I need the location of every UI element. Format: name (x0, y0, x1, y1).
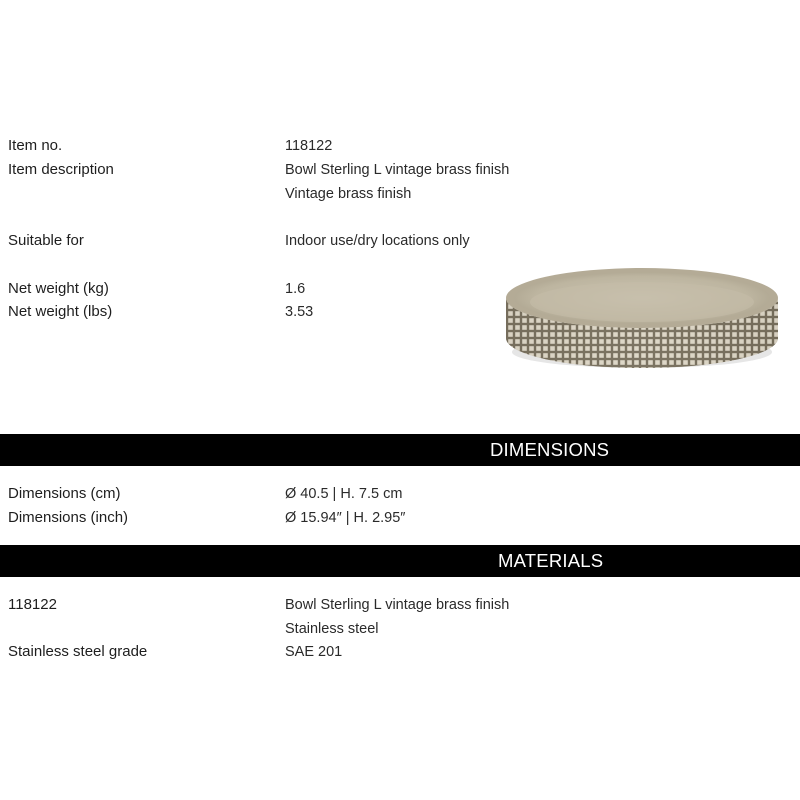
dimensions-header (0, 434, 800, 466)
item-description-label: Item description (8, 161, 114, 178)
suitable-for-row (0, 229, 800, 253)
dimensions-cm-row (0, 482, 800, 506)
materials-item-row-2 (0, 617, 800, 641)
suitable-for-label: Suitable for (8, 232, 84, 249)
dimensions-title: DIMENSIONS (490, 439, 610, 460)
materials-item-row (0, 593, 800, 617)
materials-title: MATERIALS (498, 550, 604, 571)
suitable-for-value: Indoor use/dry locations only (285, 233, 470, 249)
item-no-value: 118122 (285, 138, 333, 154)
net-weight-kg-value: 1.6 (285, 281, 306, 297)
item-description-finish: Vintage brass finish (285, 186, 412, 202)
materials-item-steel: Stainless steel (285, 621, 379, 637)
item-no-label: Item no. (8, 137, 63, 154)
steel-grade-value: SAE 201 (285, 644, 343, 660)
steel-grade-label: Stainless steel grade (8, 643, 148, 660)
steel-grade-row (0, 640, 800, 664)
dimensions-inch-label: Dimensions (inch) (8, 509, 129, 526)
dimensions-inch-value: Ø 15.94″ | H. 2.95″ (285, 510, 406, 526)
item-description-row (0, 158, 800, 182)
item-description-row-2 (0, 182, 800, 206)
dimensions-cm-label: Dimensions (cm) (8, 485, 121, 502)
materials-item-label: 118122 (8, 596, 57, 613)
net-weight-lbs-label: Net weight (lbs) (8, 303, 113, 320)
net-weight-kg-label: Net weight (kg) (8, 280, 109, 297)
net-weight-lbs-value: 3.53 (285, 304, 314, 320)
materials-item-value: Bowl Sterling L vintage brass finish (285, 597, 510, 613)
item-description-value: Bowl Sterling L vintage brass finish (285, 162, 510, 178)
materials-header (0, 545, 800, 577)
dimensions-inch-row (0, 506, 800, 530)
product-image (500, 268, 785, 378)
dimensions-cm-value: Ø 40.5 | H. 7.5 cm (285, 486, 403, 502)
item-no-row (0, 134, 800, 158)
